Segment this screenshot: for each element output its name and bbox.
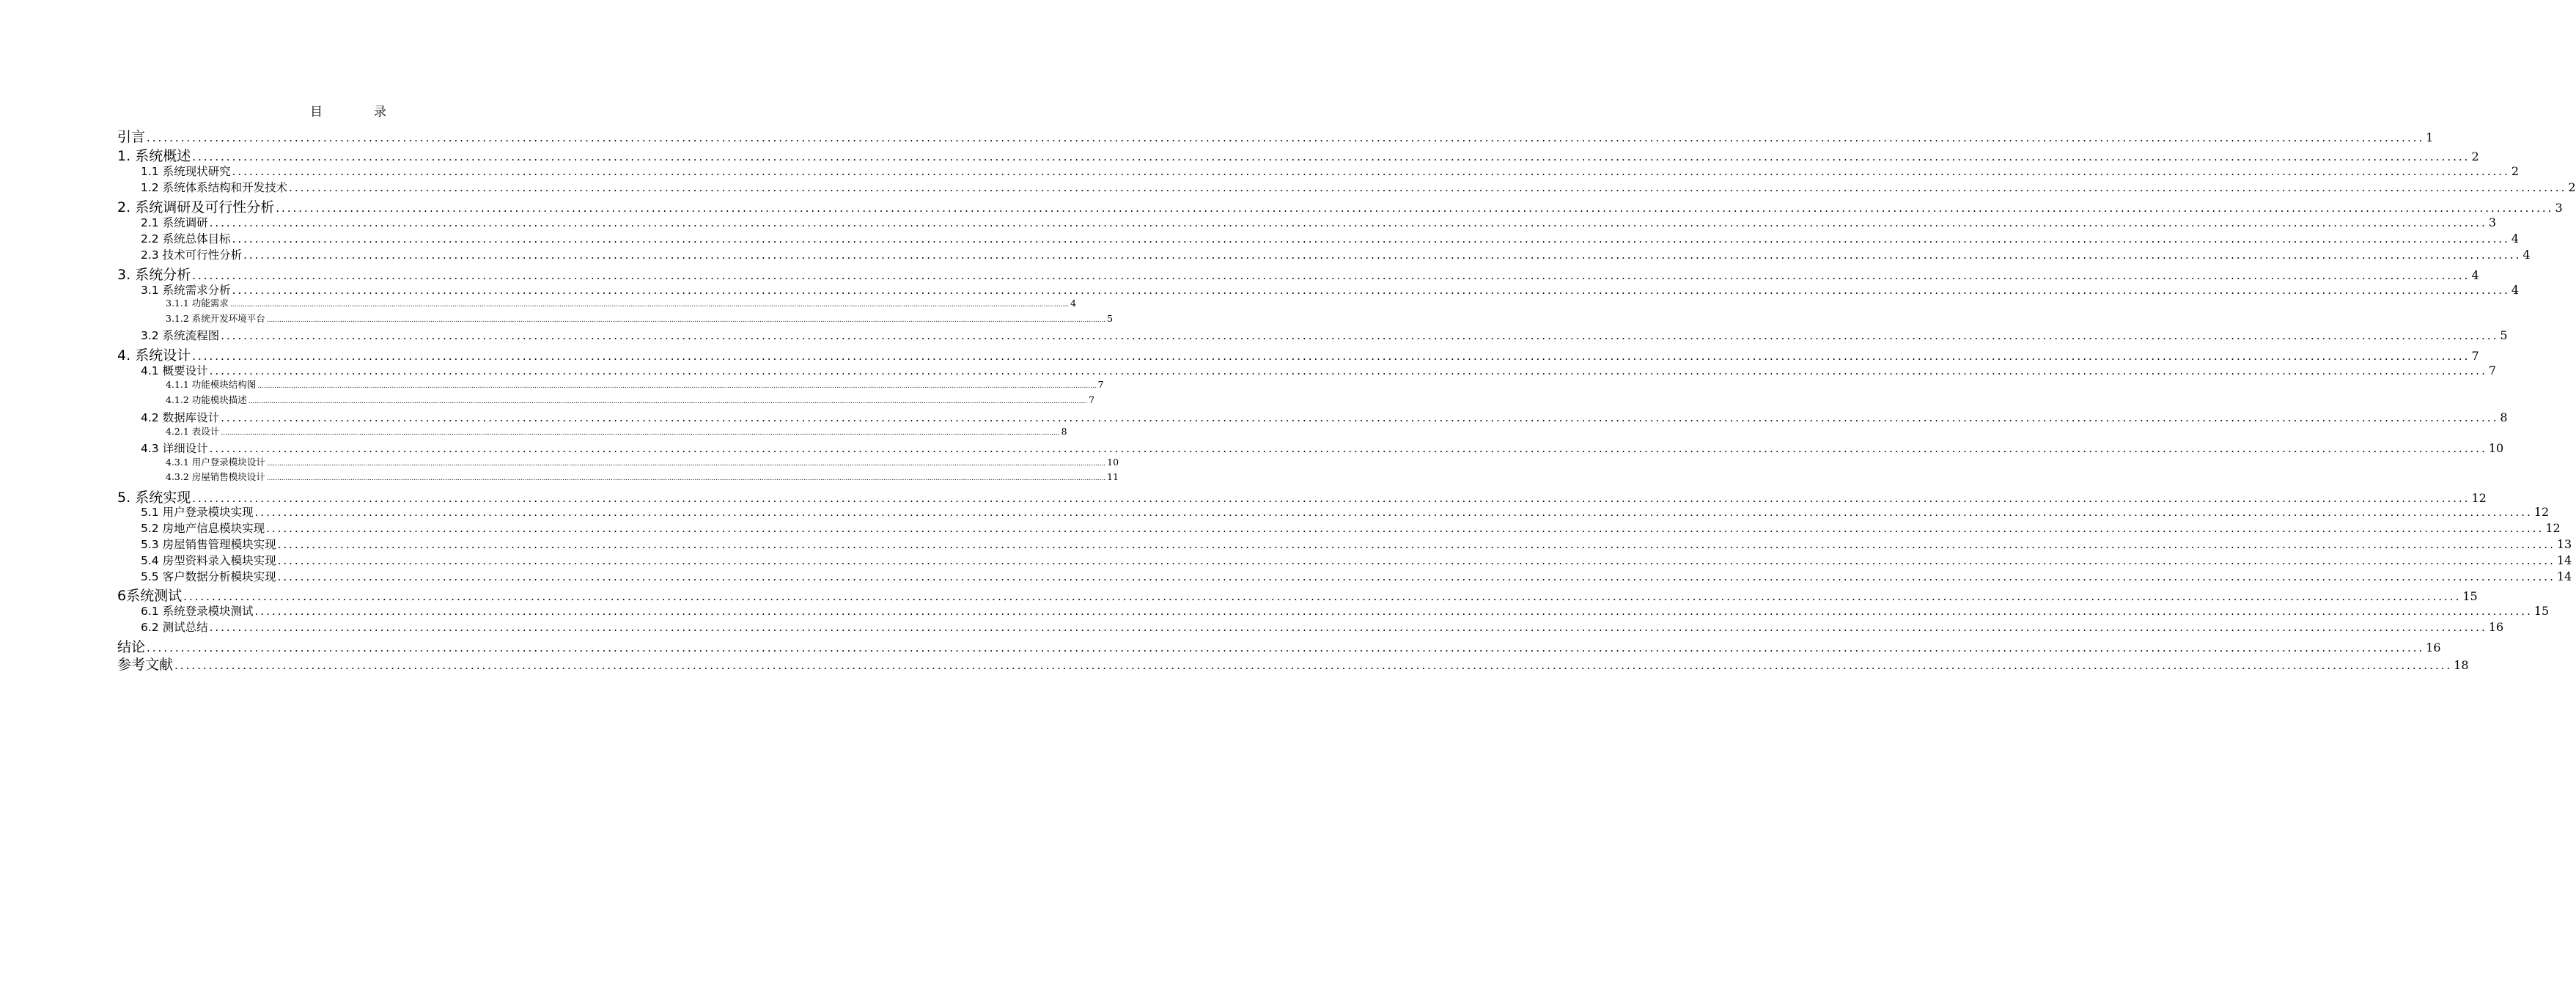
toc-entry[interactable] [117, 585, 2478, 605]
toc-dot-leader: ................................................................................................................................................................................................................................................................................................................................................................................................................ [289, 181, 2567, 194]
toc-entry-label [166, 296, 229, 309]
toc-dot-leader: ................................................................................................................................................................................................................................................................................................................................................................................................................ [229, 301, 1070, 309]
toc-dot-leader: ................................................................................................................................................................................................................................................................................................................................................................................................................ [232, 232, 2510, 246]
toc-entry[interactable] [117, 377, 1104, 391]
toc-entry-title: 系统实现 [135, 490, 191, 506]
toc-entry[interactable] [117, 424, 1067, 438]
toc-dot-leader: ................................................................................................................................................................................................................................................................................................................................................................................................................ [174, 659, 2453, 672]
toc-entry[interactable] [117, 296, 1077, 309]
toc-entry-number: 5.5 [141, 570, 159, 583]
toc-entry[interactable] [117, 636, 2441, 656]
toc-entry-title: 系统设计 [135, 347, 191, 364]
toc-entry[interactable] [117, 214, 2497, 230]
toc-entry-number: 3. [117, 267, 131, 283]
toc-entry-number: 3.1.2 [166, 313, 189, 324]
toc-entry-number: 5.3 [141, 538, 159, 551]
toc-entry-label [166, 424, 219, 438]
toc-entry[interactable] [117, 246, 2531, 262]
toc-entry-label [117, 145, 191, 165]
toc-entry-title: 表设计 [191, 426, 220, 437]
toc-page-number: 12 [2545, 521, 2561, 535]
toc-entry-title: 系统分析 [135, 267, 191, 283]
toc-entry-label [117, 126, 145, 146]
toc-entry-title: 系统流程图 [162, 329, 220, 342]
toc-entry-title: 系统总体目标 [162, 232, 231, 246]
toc-entry-number: 6.2 [141, 621, 159, 634]
toc-entry[interactable] [117, 264, 2479, 284]
toc-page-number: 1 [2426, 130, 2434, 144]
toc-dot-leader: ................................................................................................................................................................................................................................................................................................................................................................................................................ [232, 165, 2510, 178]
toc-page-number: 7 [1089, 394, 1095, 405]
toc-entry-number: 5. [117, 490, 131, 506]
toc-entry[interactable] [117, 619, 2504, 635]
toc-page-number: 4 [2522, 248, 2531, 262]
toc-entry-number: 4.1 [141, 364, 159, 377]
toc-dot-leader: ................................................................................................................................................................................................................................................................................................................................................................................................................ [266, 522, 2544, 535]
toc-entry[interactable] [117, 393, 1095, 406]
toc-dot-leader: ................................................................................................................................................................................................................................................................................................................................................................................................................ [147, 641, 2425, 654]
toc-entry-title: 概要设计 [162, 364, 208, 377]
toc-page-number: 14 [2556, 569, 2572, 583]
toc-entry-label [141, 552, 276, 568]
toc-entry-title: 房地产信息模块实现 [162, 522, 265, 535]
toc-page-number: 13 [2556, 537, 2572, 551]
toc-page-number: 16 [2426, 641, 2441, 654]
toc-entry[interactable] [117, 568, 2572, 584]
toc-entry-title: 引言 [117, 129, 146, 145]
toc-page-number: 10 [1107, 457, 1119, 468]
toc-entry[interactable] [117, 163, 2520, 179]
toc-entry[interactable] [117, 503, 2550, 520]
toc-dot-leader: ................................................................................................................................................................................................................................................................................................................................................................................................................ [192, 269, 2470, 282]
toc-page-number: 4 [2471, 268, 2479, 282]
toc-entry-label [166, 377, 256, 391]
toc-entry[interactable] [117, 362, 2497, 378]
toc-entry-label [141, 409, 219, 425]
toc-entry-label [141, 327, 219, 343]
toc-entry-label [141, 619, 208, 635]
toc-entry-number: 4.3.1 [166, 457, 189, 468]
toc-entry-title: 客户数据分析模块实现 [162, 570, 276, 583]
toc-entry-label [141, 440, 208, 456]
toc-entry-label [166, 470, 265, 483]
toc-dot-leader: ................................................................................................................................................................................................................................................................................................................................................................................................................ [232, 284, 2510, 297]
toc-page-number: 4 [2511, 283, 2520, 297]
toc-entry-label [141, 520, 265, 536]
toc-dot-leader: ................................................................................................................................................................................................................................................................................................................................................................................................................ [221, 429, 1060, 437]
toc-entry-number: 2.3 [141, 248, 159, 262]
toc-entry[interactable] [117, 311, 1114, 325]
toc-entry-title: 房屋销售模块设计 [191, 471, 265, 482]
toc-entry-number: 3.1 [141, 284, 159, 297]
toc-entry[interactable] [117, 196, 2563, 216]
toc-entry-label [166, 393, 247, 406]
toc-dot-leader: ................................................................................................................................................................................................................................................................................................................................................................................................................ [277, 554, 2555, 567]
toc-entry-title: 结论 [117, 639, 146, 655]
toc-entry-title: 系统测试 [126, 588, 183, 604]
toc-page-number: 5 [1107, 313, 1114, 324]
toc-entry-number: 4.1.1 [166, 379, 189, 390]
toc-entry-title: 用户登录模块设计 [191, 457, 265, 468]
toc-entry-label [117, 344, 191, 364]
toc-entry-title: 系统调研 [162, 216, 208, 229]
toc-dot-leader: ................................................................................................................................................................................................................................................................................................................................................................................................................ [192, 350, 2470, 363]
toc-entry-number: 2.2 [141, 232, 159, 246]
toc-dot-leader: ................................................................................................................................................................................................................................................................................................................................................................................................................ [209, 364, 2487, 377]
toc-dot-leader: ................................................................................................................................................................................................................................................................................................................................................................................................................ [277, 538, 2555, 551]
toc-entry-label [117, 264, 191, 284]
toc-page-number: 8 [1061, 426, 1067, 437]
toc-dot-leader: ................................................................................................................................................................................................................................................................................................................................................................................................................ [248, 398, 1088, 405]
toc-entry[interactable] [117, 440, 2504, 456]
toc-entry-label [141, 163, 231, 179]
toc-entry-label [141, 362, 208, 378]
toc-title: 目录 [310, 105, 438, 119]
toc-entry[interactable] [117, 520, 2561, 536]
toc-entry-number: 5.4 [141, 554, 159, 567]
toc-entry-number: 5.1 [141, 506, 159, 519]
toc-page-number: 8 [2500, 410, 2508, 424]
toc-entry-label [141, 230, 231, 246]
toc-entry-title: 系统开发环境平台 [191, 313, 265, 324]
toc-entry[interactable] [117, 230, 2520, 246]
toc-entry-label [141, 179, 287, 195]
toc-entry[interactable] [117, 455, 1119, 468]
toc-entry-title: 系统登录模块测试 [162, 605, 254, 618]
toc-page-number: 4 [2511, 232, 2520, 246]
toc-entry-title: 房型资料录入模块实现 [162, 554, 276, 567]
toc-entry[interactable] [117, 602, 2550, 619]
toc-page-number: 5 [2500, 328, 2508, 342]
toc-entry-title: 技术可行性分析 [162, 248, 243, 262]
toc-entry-label [117, 585, 182, 605]
toc-page-number: 7 [2471, 349, 2479, 363]
toc-entry-number: 1.2 [141, 181, 159, 194]
toc-entry-label [141, 536, 276, 552]
toc-entry-label [141, 602, 254, 619]
toc-entry-title: 功能需求 [191, 298, 229, 309]
toc-entry-number: 1. [117, 148, 131, 164]
toc-entry-number: 5.2 [141, 522, 159, 535]
toc-dot-leader: ................................................................................................................................................................................................................................................................................................................................................................................................................ [221, 411, 2499, 424]
toc-page-number: 12 [2471, 491, 2487, 505]
toc-entry[interactable] [117, 344, 2479, 364]
toc-entry[interactable] [117, 179, 2576, 195]
toc-page-number: 2 [2511, 164, 2520, 178]
toc-page-number: 2 [2471, 150, 2479, 163]
toc-dot-leader: ................................................................................................................................................................................................................................................................................................................................................................................................................ [243, 248, 2522, 262]
toc-entry-title: 系统体系结构和开发技术 [162, 181, 288, 194]
toc-page-number: 11 [1107, 471, 1119, 482]
toc-page-number: 12 [2533, 505, 2550, 519]
toc-entry-number: 2.1 [141, 216, 159, 229]
toc-dot-leader: ................................................................................................................................................................................................................................................................................................................................................................................................................ [254, 605, 2533, 618]
toc-page-number: 15 [2533, 604, 2550, 618]
toc-entry-title: 参考文献 [117, 657, 174, 673]
toc-entry-title: 用户登录模块实现 [162, 506, 254, 519]
toc-page-number: 3 [2555, 201, 2563, 215]
toc-entry-title: 数据库设计 [162, 411, 220, 424]
toc-page-number: 14 [2556, 553, 2572, 567]
toc-dot-leader: ................................................................................................................................................................................................................................................................................................................................................................................................................ [192, 492, 2470, 505]
toc-entry-title: 系统需求分析 [162, 284, 231, 297]
toc-entry-number: 4.1.2 [166, 394, 189, 405]
toc-entry-number: 3.1.1 [166, 298, 189, 309]
toc-page-number: 3 [2488, 215, 2497, 229]
toc-entry-number: 4.2 [141, 411, 159, 424]
toc-entry-number: 6.1 [141, 605, 159, 618]
toc-page-number: 15 [2462, 589, 2478, 603]
toc-entry-number: 4.3.2 [166, 471, 189, 482]
toc-entry-label [117, 654, 173, 674]
toc-entry-title: 系统调研及可行性分析 [135, 199, 275, 215]
toc-page-number: 16 [2488, 620, 2504, 634]
toc-entry-number: 4.3 [141, 442, 159, 455]
toc-page-number: 7 [2488, 364, 2497, 377]
toc-dot-leader: ................................................................................................................................................................................................................................................................................................................................................................................................................ [266, 317, 1106, 324]
toc-dot-leader: ................................................................................................................................................................................................................................................................................................................................................................................................................ [276, 202, 2554, 215]
toc-entry-label [117, 196, 274, 216]
toc-dot-leader: ................................................................................................................................................................................................................................................................................................................................................................................................................ [209, 621, 2487, 634]
toc-entry[interactable] [117, 536, 2572, 552]
toc-entry-title: 详细设计 [162, 442, 208, 455]
toc-page-number: 18 [2454, 658, 2469, 672]
toc-entry-number: 4.2.1 [166, 426, 189, 437]
toc-page-number: 7 [1097, 379, 1104, 390]
toc-entry-label [141, 214, 208, 230]
toc-page-number: 10 [2488, 441, 2504, 455]
toc-entry[interactable] [117, 126, 2434, 146]
toc-dot-leader: ................................................................................................................................................................................................................................................................................................................................................................................................................ [209, 216, 2487, 229]
toc-entry[interactable] [117, 552, 2572, 568]
toc-entry-title: 系统概述 [135, 148, 191, 164]
toc-entry-number: 4. [117, 347, 131, 364]
toc-dot-leader: ................................................................................................................................................................................................................................................................................................................................................................................................................ [147, 131, 2425, 144]
toc-entry[interactable] [117, 470, 1119, 483]
toc-dot-leader: ................................................................................................................................................................................................................................................................................................................................................................................................................ [183, 590, 2462, 603]
toc-entry[interactable] [117, 145, 2479, 165]
toc-entry-number: 3.2 [141, 329, 159, 342]
toc-entry-number: 1.1 [141, 165, 159, 178]
toc-page-number: 2 [2568, 180, 2576, 194]
toc-entry-label [141, 503, 254, 520]
toc-entry[interactable] [117, 409, 2508, 425]
toc-entry[interactable] [117, 281, 2520, 298]
toc-dot-leader: ................................................................................................................................................................................................................................................................................................................................................................................................................ [192, 150, 2470, 163]
toc-dot-leader: ................................................................................................................................................................................................................................................................................................................................................................................................................ [221, 329, 2499, 342]
toc-entry-title: 系统现状研究 [162, 165, 231, 178]
toc-entry[interactable] [117, 654, 2469, 674]
toc-entry-label [166, 455, 265, 468]
toc-dot-leader: ................................................................................................................................................................................................................................................................................................................................................................................................................ [209, 442, 2487, 455]
toc-page-number: 4 [1070, 298, 1077, 309]
toc-dot-leader: ................................................................................................................................................................................................................................................................................................................................................................................................................ [277, 570, 2555, 583]
toc-dot-leader: ................................................................................................................................................................................................................................................................................................................................................................................................................ [257, 383, 1097, 390]
toc-entry-label [166, 311, 265, 325]
toc-dot-leader: ................................................................................................................................................................................................................................................................................................................................................................................................................ [266, 460, 1106, 468]
toc-entry-label [141, 568, 276, 584]
toc-dot-leader: ................................................................................................................................................................................................................................................................................................................................................................................................................ [266, 475, 1106, 482]
toc-entry-title: 功能模块描述 [191, 394, 247, 405]
toc-dot-leader: ................................................................................................................................................................................................................................................................................................................................................................................................................ [254, 506, 2533, 519]
toc-entry-title: 房屋销售管理模块实现 [162, 538, 276, 551]
toc-entry-label [117, 636, 145, 656]
toc-entry[interactable] [117, 327, 2508, 343]
toc-entry-number: 6 [117, 588, 127, 604]
toc-entry-title: 测试总结 [162, 621, 208, 634]
toc-entry-number: 2. [117, 199, 131, 215]
toc-entry-label [141, 281, 231, 298]
toc-entry-title: 功能模块结构图 [191, 379, 257, 390]
toc-entry-label [141, 246, 242, 262]
